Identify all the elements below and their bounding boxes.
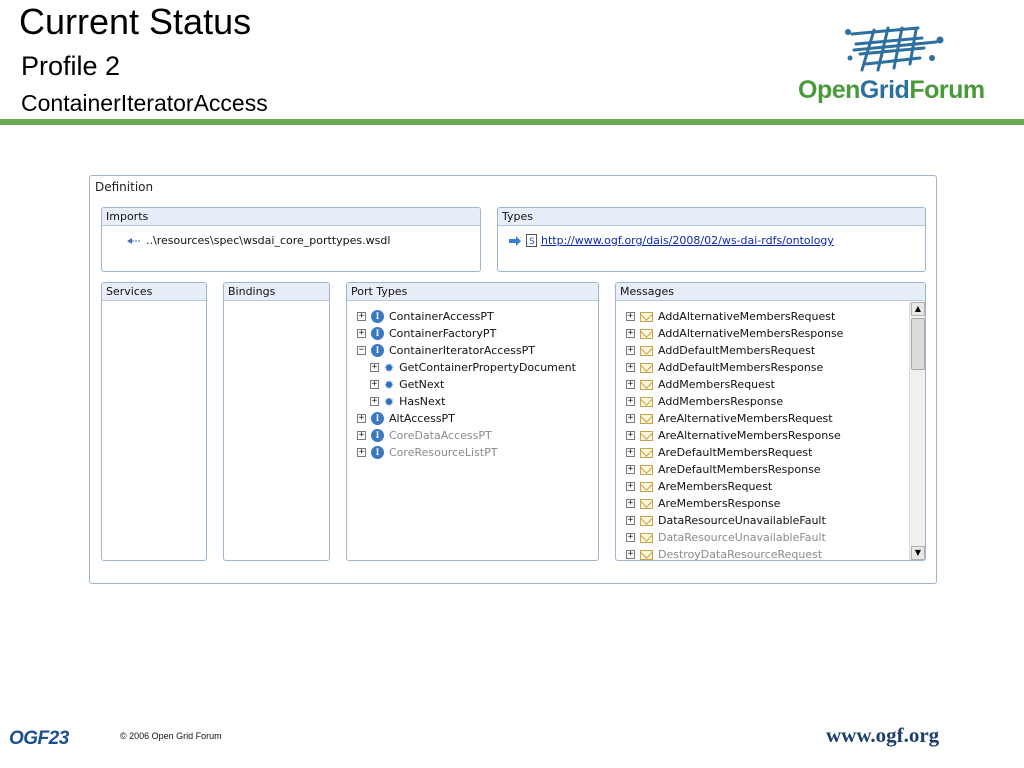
types-section [497,207,926,272]
message-label: DataResourceUnavailableFault [658,531,826,544]
message-label: AddMembersResponse [658,395,784,408]
envelope-icon [640,516,653,526]
message-item[interactable] [626,461,821,478]
envelope-icon [640,312,653,322]
message-label: AddAlternativeMembersResponse [658,327,844,340]
message-label: AreDefaultMembersResponse [658,463,821,476]
port-type-label: AltAccessPT [389,412,455,425]
message-label: AreAlternativeMembersRequest [658,412,833,425]
expand-icon[interactable]: + [371,362,378,372]
operation-item[interactable] [370,376,444,393]
port-type-label: ContainerFactoryPT [389,327,497,340]
messages-scrollbar[interactable] [909,302,925,560]
port-types-section [346,282,599,561]
operation-gear-icon: ✹ [384,360,395,375]
port-type-item[interactable] [357,410,455,427]
slide-subtitle: Profile 2 [21,51,121,81]
expand-icon[interactable]: + [627,515,634,525]
logo-wordmark: OpenGridForum [798,76,985,104]
operation-label: GetNext [399,378,445,391]
message-item[interactable] [626,512,826,529]
interface-icon: I [371,344,384,357]
message-label: AddMembersRequest [658,378,775,391]
message-label: AreMembersRequest [658,480,773,493]
message-label: AreDefaultMembersRequest [658,446,813,459]
bindings-header[interactable]: Bindings [224,283,329,301]
scroll-up-icon[interactable]: ▲ [911,302,925,316]
expand-icon[interactable]: + [358,413,365,423]
envelope-icon [640,346,653,356]
import-arrow-icon [126,236,142,246]
port-type-item[interactable] [357,325,496,342]
port-type-label: CoreResourceListPT [389,446,498,459]
message-label: AreAlternativeMembersResponse [658,429,841,442]
bindings-section [223,282,330,561]
definition-title: Definition [95,180,154,194]
scrollbar-thumb[interactable] [911,318,925,370]
header-divider [0,119,1024,125]
message-item[interactable] [626,410,833,427]
port-type-label: ContainerAccessPT [389,310,494,323]
operation-label: GetContainerPropertyDocument [399,361,576,374]
messages-section [615,282,926,561]
message-label: AddDefaultMembersRequest [658,344,816,357]
envelope-icon [640,465,653,475]
ogf-logo [790,24,990,110]
interface-icon: I [371,327,384,340]
expand-icon[interactable]: + [627,379,634,389]
envelope-icon [640,550,653,560]
messages-header[interactable]: Messages [616,283,925,301]
expand-icon[interactable]: + [358,328,365,338]
message-label: DataResourceUnavailableFault [658,514,826,527]
types-entry[interactable] [508,234,834,247]
slide-subtitle-secondary: ContainerIteratorAccess [21,90,268,116]
message-item-imported[interactable] [626,529,826,546]
expand-icon[interactable]: + [627,549,634,559]
message-item[interactable] [626,444,812,461]
expand-icon[interactable]: + [627,362,634,372]
expand-icon[interactable]: + [627,345,634,355]
expand-icon[interactable]: + [358,430,365,440]
svg-text:S: S [529,237,535,247]
port-type-item[interactable] [357,308,494,325]
operation-item[interactable] [370,393,445,410]
wsdl-definition-editor [89,175,937,584]
grid-logo-icon [790,24,990,76]
expand-icon[interactable]: + [627,311,634,321]
operation-gear-icon: ✹ [384,394,395,409]
interface-icon: I [371,412,384,425]
message-item[interactable] [626,393,783,410]
message-item-imported[interactable] [626,546,822,560]
envelope-icon [640,431,653,441]
envelope-icon [640,363,653,373]
expand-icon[interactable]: + [627,532,634,542]
imports-section [101,207,481,272]
message-item[interactable] [626,427,841,444]
expand-icon[interactable]: + [627,464,634,474]
message-item[interactable] [626,478,772,495]
operation-label: HasNext [399,395,446,408]
expand-icon[interactable]: + [627,498,634,508]
website-url: www.ogf.org [826,723,940,747]
expand-icon[interactable]: + [627,430,634,440]
expand-icon[interactable]: + [358,447,365,457]
message-item[interactable] [626,495,780,512]
slide-title: Current Status [19,1,252,42]
message-item[interactable] [626,325,843,342]
message-label: AreMembersResponse [658,497,781,510]
messages-list [616,302,908,560]
message-item[interactable] [626,308,835,325]
port-types-header[interactable]: Port Types [347,283,598,301]
envelope-icon [640,380,653,390]
envelope-icon [640,482,653,492]
port-type-label: ContainerIteratorAccessPT [389,344,535,357]
envelope-icon [640,414,653,424]
bindings-list [224,302,329,560]
port-types-tree [347,302,598,560]
expand-icon[interactable]: + [627,481,634,491]
message-item[interactable] [626,376,775,393]
envelope-icon [640,329,653,339]
schema-file-icon [526,234,537,247]
imports-header[interactable]: Imports [102,208,480,226]
expand-icon[interactable]: + [358,311,365,321]
message-label: DestroyDataResourceRequest [658,548,823,560]
interface-icon: I [371,429,384,442]
interface-icon: I [371,310,384,323]
port-type-item[interactable] [357,342,535,359]
arrow-right-icon [508,236,522,246]
port-type-item-imported[interactable] [357,427,492,444]
import-entry[interactable] [126,234,390,247]
services-header[interactable]: Services [102,283,206,301]
expand-icon[interactable]: + [627,413,634,423]
types-namespace-link[interactable]: http://www.ogf.org/dais/2008/02/ws-dai-rdfs/ontology [541,234,834,247]
expand-icon[interactable]: + [627,328,634,338]
port-type-item-imported[interactable] [357,444,498,461]
expand-icon[interactable]: + [371,379,378,389]
message-label: AddAlternativeMembersRequest [658,310,836,323]
operation-gear-icon: ✹ [384,377,395,392]
scroll-down-icon[interactable]: ▼ [911,546,925,560]
envelope-icon [640,397,653,407]
message-item[interactable] [626,342,815,359]
event-logo: OGF23 [9,728,69,749]
copyright-notice: © 2006 Open Grid Forum [120,731,222,741]
types-header[interactable]: Types [498,208,925,226]
operation-item[interactable] [370,359,576,376]
interface-icon: I [371,446,384,459]
expand-icon[interactable]: + [627,447,634,457]
port-type-label: CoreDataAccessPT [389,429,492,442]
services-section [101,282,207,561]
collapse-icon[interactable]: − [358,345,365,355]
envelope-icon [640,499,653,509]
import-path: ..\resources\spec\wsdai_core_porttypes.wsdl [146,234,391,247]
envelope-icon [640,533,653,543]
services-list [102,302,206,560]
message-item[interactable] [626,359,823,376]
message-label: AddDefaultMembersResponse [658,361,824,374]
expand-icon[interactable]: + [371,396,378,406]
expand-icon[interactable]: + [627,396,634,406]
envelope-icon [640,448,653,458]
